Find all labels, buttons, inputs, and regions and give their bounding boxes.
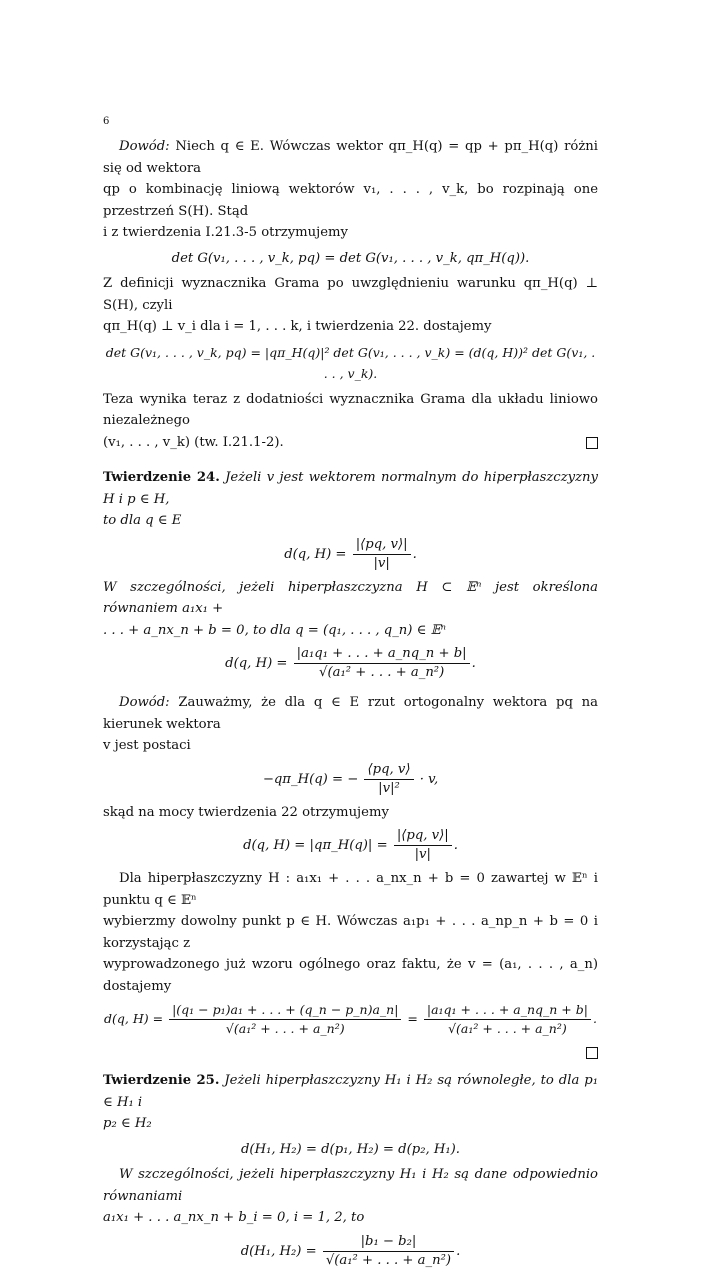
theorem-text: a₁x₁ + . . . a_nx_n + b_i = 0, i = 1, 2, to bbox=[103, 1210, 365, 1225]
proof-text: qp o kombinację liniową wektorów v₁, . . . , v_k, bo rozpinają one przestrzeń S(H). Stąd bbox=[103, 182, 598, 219]
proof-text: skąd na mocy twierdzenia 22 otrzymujemy bbox=[103, 804, 389, 820]
proof-text: wyprowadzonego już wzoru ogólnego oraz faktu, że v = (a₁, . . . , a_n) dostajemy bbox=[103, 957, 598, 994]
proof-text: Teza wynika teraz z dodatniości wyznacznika Grama dla układu liniowo niezależnego bbox=[103, 391, 598, 428]
equation: det G(v₁, . . . , v_k, pq) = det G(v₁, . . . , v_k, qπ_H(q)). bbox=[171, 250, 530, 266]
equation: d(q, H) = |qπ_H(q)| = $\frac{|⟨pq, v⟩|}{|v|}$ . bbox=[243, 828, 458, 862]
fraction bbox=[394, 827, 452, 864]
numerator: |⟨pq, v⟩| bbox=[394, 827, 452, 846]
denominator: |v| bbox=[373, 555, 390, 571]
denominator: √(a₁² + . . . + a_n²) bbox=[325, 1252, 452, 1268]
qed-box-icon bbox=[586, 437, 598, 449]
theorem-text: Jeżeli hiperpłaszczyzny H₁ i H₂ są równoległe, to dla p₁ ∈ H₁ i bbox=[103, 1073, 598, 1110]
numerator: |(q₁ − p₁)a₁ + . . . + (q_n − p_n)a_n| bbox=[169, 1001, 401, 1020]
equation-lhs: d(q, H) = bbox=[284, 546, 347, 562]
proof-text-end: (v₁, . . . , v_k) (tw. I.21.1-2). bbox=[103, 434, 284, 450]
proof-label: Dowód: bbox=[119, 139, 170, 154]
proof-text: Niech q ∈ E. Wówczas wektor qπ_H(q) = qp + pπ_H(q) różni się od wektora bbox=[103, 139, 598, 176]
equation-lhs: d(q, H) = bbox=[225, 656, 288, 671]
theorem-text: . . . + a_nx_n + b = 0, to dla q = (q₁, . . . , q_n) ∈ 𝔼ⁿ bbox=[103, 622, 446, 638]
fraction bbox=[353, 536, 411, 573]
equation: d(q, H) = $\frac{|⟨pq, v⟩|}{|v|}$ . bbox=[284, 536, 417, 571]
numerator: |b₁ − b₂| bbox=[323, 1233, 454, 1252]
numerator: ⟨pq, v⟩ bbox=[364, 761, 413, 780]
denominator: √(a₁² + . . . + a_n²) bbox=[225, 1021, 345, 1036]
proof-text: wybierzmy dowolny punkt p ∈ H. Wówczas a₁p₁ + . . . a_np_n + b = 0 i korzystając z bbox=[103, 914, 598, 951]
equation-lhs: d(H₁, H₂) = bbox=[240, 1243, 317, 1259]
proof-text: Dla hiperpłaszczyzny H : a₁x₁ + . . . a_nx_n + b = 0 zawartej w 𝔼ⁿ i punktu q ∈ 𝔼ⁿ bbox=[103, 871, 598, 908]
page-body bbox=[103, 116, 598, 1274]
equation-lhs: d(q, H) = |qπ_H(q)| = bbox=[243, 838, 388, 853]
qed-line bbox=[103, 1042, 598, 1064]
fraction bbox=[424, 1001, 591, 1038]
theorem-text: Jeżeli v jest wektorem normalnym do hiperpłaszczyzny H i p ∈ H, bbox=[103, 470, 598, 507]
denominator: |v| bbox=[414, 847, 431, 862]
proof-text: v jest postaci bbox=[103, 738, 191, 753]
equation-lhs: d(q, H) = bbox=[104, 1011, 164, 1026]
fraction bbox=[294, 645, 470, 682]
proof-text: i z twierdzenia I.21.3-5 otrzymujemy bbox=[103, 225, 349, 240]
denominator: |v|² bbox=[378, 780, 400, 796]
proof-text: Z definicji wyznacznika Grama po uwzględnieniu warunku qπ_H(q) ⊥ S(H), czyli bbox=[103, 276, 598, 313]
fraction bbox=[364, 761, 413, 798]
theorem-text: p₂ ∈ H₂ bbox=[103, 1116, 152, 1131]
proof-paragraph bbox=[103, 692, 598, 735]
denominator: √(a₁² + . . . + a_n²) bbox=[319, 665, 445, 680]
numerator: |⟨pq, v⟩| bbox=[353, 536, 411, 555]
page-number: 6 bbox=[103, 116, 110, 127]
theorem-label: Twierdzenie 25. bbox=[103, 1073, 220, 1088]
theorem-text: W szczególności, jeżeli hiperpłaszczyzna H ⊂ 𝔼ⁿ jest określona równaniem a₁x₁ + bbox=[103, 579, 598, 616]
theorem-text: W szczególności, jeżeli hiperpłaszczyzny H₁ i H₂ są dane odpowiednio równaniami bbox=[103, 1167, 598, 1204]
equation: d(q, H) = $\frac{\text{|a₁q₁ + . . . + a\_nq\_n + b|}}{\text{√(a₁² + . . . + a\_n²)}}$ . bbox=[225, 646, 476, 680]
equation: d(H₁, H₂) = $\frac{\text{|b₁ − b₂|}}{\text{√(a₁² + . . . + a\_n²)}}$ . bbox=[240, 1233, 461, 1268]
theorem-paragraph bbox=[103, 467, 598, 510]
fraction bbox=[323, 1233, 454, 1270]
denominator: √(a₁² + . . . + a_n²) bbox=[448, 1021, 567, 1036]
proof-text bbox=[103, 432, 598, 454]
theorem-text: to dla q ∈ E bbox=[103, 513, 182, 528]
proof-paragraph bbox=[103, 136, 598, 179]
equation-lhs: −qπ_H(q) = − bbox=[262, 771, 359, 787]
equation-rhs: · v, bbox=[419, 771, 439, 787]
proof-text: qπ_H(q) ⊥ v_i dla i = 1, . . . k, i twierdzenia 22. dostajemy bbox=[103, 319, 492, 334]
equation: d(q, H) = $\frac{\text{|(q₁ − p₁)a₁ + . . . + (q\_n − p\_n)a\_n|}}{\text{√(a₁² + . . . + a\_n²)}}$ = $\frac{\text{|a₁q₁ + . . . + a\_nq\_n + b|}}{\text{√(a₁² + . . . + a\_n²)}}$ . bbox=[104, 1002, 597, 1036]
numerator: |a₁q₁ + . . . + a_nq_n + b| bbox=[294, 645, 470, 664]
equation bbox=[103, 761, 598, 798]
numerator: |a₁q₁ + . . . + a_nq_n + b| bbox=[424, 1001, 591, 1020]
fraction bbox=[169, 1001, 401, 1038]
equation: d(H₁, H₂) = d(p₁, H₂) = d(p₂, H₁). bbox=[240, 1141, 460, 1157]
theorem-label: Twierdzenie 24. bbox=[103, 470, 220, 485]
proof-text: Zauważmy, że dla q ∈ E rzut ortogonalny wektora pq na kierunek wektora bbox=[103, 695, 599, 732]
proof-label: Dowód: bbox=[119, 695, 170, 710]
equation: det G(v₁, . . . , v_k, pq) = |qπ_H(q)|² det G(v₁, . . . , v_k) = (d(q, H))² det G(v₁, . . . , v_k). bbox=[105, 344, 596, 381]
theorem-paragraph bbox=[103, 1070, 598, 1113]
qed-box-icon bbox=[586, 1047, 598, 1059]
